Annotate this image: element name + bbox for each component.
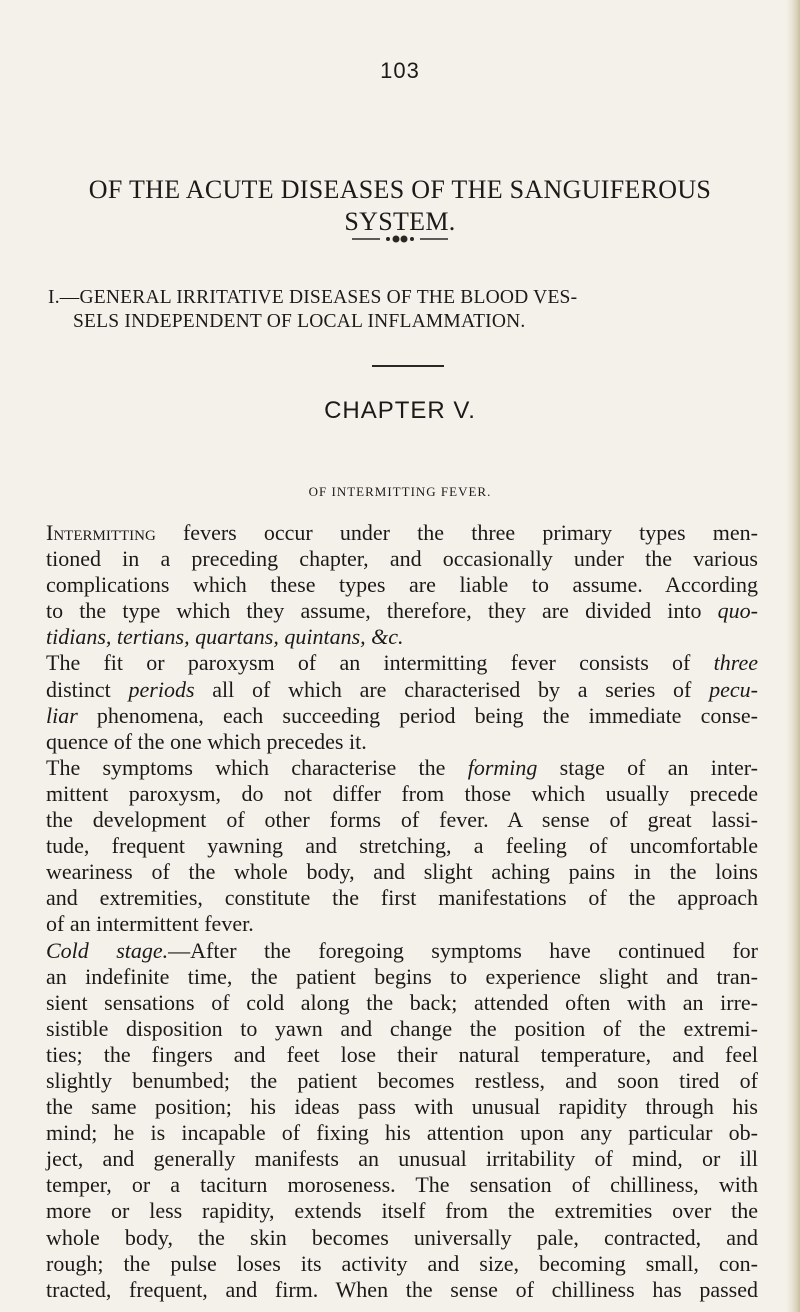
drop-word: Intermitting	[46, 520, 156, 545]
page-number: 103	[380, 58, 420, 83]
text-line: an indefinite time, the patient begins to experience slight and tran-	[46, 963, 758, 989]
italic-run: liar	[46, 702, 78, 728]
text-line: complications which these types are liable to assume. According	[46, 572, 758, 598]
text-line: of an intermittent fever.	[46, 911, 254, 937]
text-line: tioned in a preceding chapter, and occasionally under the various	[46, 546, 758, 572]
text-run: fevers occur under the three primary types men-	[155, 520, 758, 545]
text-line: whole body, the skin becomes universally pale, contracted, and	[46, 1224, 758, 1250]
italic-run: tidians, tertians, quartans, quintans, &c.	[46, 624, 404, 650]
text-line: tracted, frequent, and firm. When the sense of chilliness has passed	[46, 1276, 758, 1302]
text-line	[46, 598, 758, 624]
italic-run: forming	[467, 754, 538, 780]
text-line: ties; the fingers and feet lose their natural temperature, and feel	[46, 1041, 758, 1067]
ornament-divider	[350, 232, 450, 246]
text-line: the same position; his ideas pass with unusual rapidity through his	[46, 1094, 758, 1120]
page-title	[40, 174, 760, 238]
text-line	[46, 755, 758, 781]
page-title-line-1: OF THE ACUTE DISEASES OF THE SANGUIFEROUS	[88, 175, 712, 204]
text-line	[46, 520, 758, 546]
text-line	[46, 650, 758, 676]
section-heading	[48, 286, 728, 334]
chapter-subtitle: OF INTERMITTING FEVER.	[308, 484, 492, 499]
text-line: rough; the pulse loses its activity and size, becoming small, con-	[46, 1250, 758, 1276]
text-line	[46, 938, 758, 964]
text-run: stage of an inter-	[537, 754, 758, 780]
text-line	[46, 703, 758, 729]
text-line: sistible disposition to yawn and change the position of the extremi-	[46, 1015, 758, 1041]
italic-run: quo-	[717, 598, 758, 624]
text-run: The symptoms which characterise the	[46, 754, 468, 780]
text-line: sient sensations of cold along the back; attended often with an irre-	[46, 989, 758, 1015]
italic-run: three	[713, 650, 758, 676]
body-text	[46, 520, 758, 1303]
text-line: ject, and generally manifests an unusual irritability of mind, or ill	[46, 1146, 758, 1172]
text-run: to the type which they assume, therefore, they are divided into	[46, 598, 718, 624]
text-line	[46, 677, 758, 703]
text-run: phenomena, each succeeding period being the immediate conse-	[77, 702, 758, 728]
text-line: tude, frequent yawning and stretching, a feeling of uncomfortable	[46, 833, 758, 859]
text-line: more or less rapidity, extends itself from the extremities over the	[46, 1198, 758, 1224]
text-line: the development of other forms of fever. A sense of great lassi-	[46, 807, 758, 833]
italic-run: pecu-	[709, 676, 758, 702]
section-heading-line-1: I.—GENERAL IRRITATIVE DISEASES OF THE BLOOD VES-	[48, 287, 578, 308]
text-run: The fit or paroxysm of an intermitting fever consists of	[46, 650, 714, 676]
text-line: and extremities, constitute the first manifestations of the approach	[46, 885, 758, 911]
italic-run: periods	[128, 676, 195, 702]
text-line: quence of the one which precedes it.	[46, 728, 367, 754]
italic-run: Cold stage.	[46, 937, 169, 963]
text-run: distinct	[46, 676, 129, 702]
text-line	[46, 624, 758, 650]
text-line: weariness of the whole body, and slight aching pains in the loins	[46, 859, 758, 885]
chapter-heading: CHAPTER V.	[324, 397, 476, 424]
page-title-line-2: SYSTEM.	[344, 207, 456, 236]
text-line: mittent paroxysm, do not differ from those which usually precede	[46, 780, 758, 806]
text-line: temper, or a taciturn moroseness. The sensation of chilliness, with	[46, 1172, 758, 1198]
page-edge	[786, 0, 800, 1312]
section-heading-line-2: SELS INDEPENDENT OF LOCAL INFLAMMATION.	[73, 311, 526, 332]
text-line: mind; he is incapable of fixing his attention upon any particular ob-	[46, 1120, 758, 1146]
text-run: —After the foregoing symptoms have continued for	[168, 937, 759, 963]
text-line: slightly benumbed; the patient becomes restless, and soon tired of	[46, 1067, 758, 1093]
section-rule	[372, 365, 444, 367]
text-run: all of which are characterised by a series of	[194, 676, 710, 702]
